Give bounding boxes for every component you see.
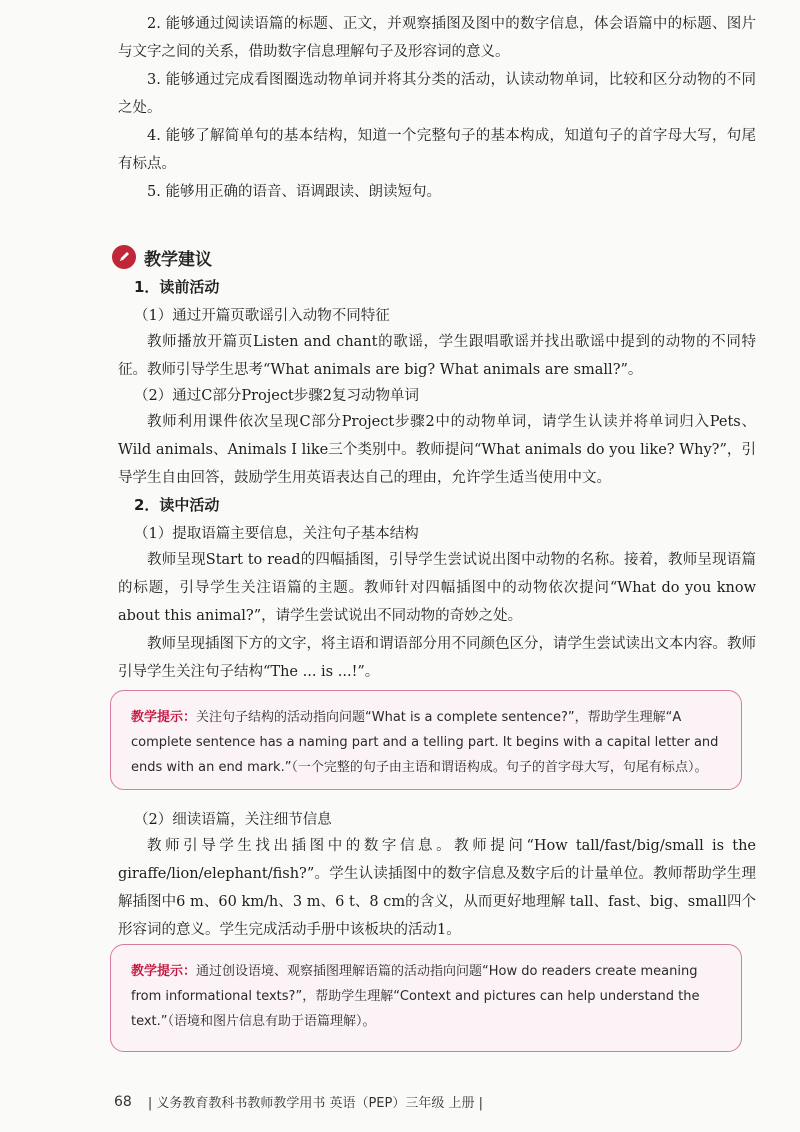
tip-label: 教学提示： (131, 964, 197, 979)
while-reading-sub1-text-a: 教师呈现Start to read的四幅插图，引导学生尝试说出图中动物的名称。接着，教师呈现语篇的标题，引导学生关注语篇的主题。教师针对四幅插图中的动物依次提问“What do you know about this animal?”，请学生尝试说出不同动物的奇妙之处。 (118, 552, 756, 624)
goal-4: 4. 能够了解简单句的基本结构，知道一个完整句子的基本构成，知道句子的首字母大写，句尾有标点。 (118, 128, 756, 172)
while-reading-heading: 2．读中活动 (134, 496, 220, 514)
goal-2: 2. 能够通过阅读语篇的标题、正文，并观察插图及图中的数字信息，体会语篇中的标题、图片与文字之间的关系，借助数字信息理解句子及形容词的意义。 (118, 16, 756, 60)
book-title: | 义务教育教科书教师教学用书 英语（PEP）三年级 上册 | (147, 1096, 484, 1111)
goal-3: 3. 能够通过完成看图圈选动物单词并将其分类的活动，认读动物单词，比较和区分动物的不同之处。 (118, 72, 756, 116)
pre-reading-heading: 1．读前活动 (134, 278, 220, 296)
teaching-tip-2 (110, 944, 742, 1052)
page-number: 68 (114, 1093, 132, 1110)
while-reading-sub1-text-b: 教师呈现插图下方的文字，将主语和谓语部分用不同颜色区分，请学生尝试读出文本内容。教师引导学生关注句子结构“The ... is ...!”。 (118, 636, 756, 680)
pre-reading-sub2: （2）通过C部分Project步骤2复习动物单词 (134, 388, 419, 404)
teaching-tip-1 (110, 690, 742, 790)
pen-icon (112, 245, 136, 269)
section-title: 教学建议 (144, 249, 212, 270)
pre-reading-sub1: （1）通过开篇页歌谣引入动物不同特征 (134, 308, 390, 324)
pre-reading-sub1-text: 教师播放开篇页Listen and chant的歌谣，学生跟唱歌谣并找出歌谣中提到的动物的不同特征。教师引导学生思考“What animals are big? What animals are small?”。 (118, 334, 756, 378)
tip-text: 关注句子结构的活动指向问题“What is a complete sentence?”，帮助学生理解“A complete sentence has a naming part and a telling part. It begins with a capital letter and ends with an end mark.”（一个完整的句子由主语和谓语构成。句子的首字母大写，句尾有标点）。 (131, 710, 719, 775)
while-reading-sub1: （1）提取语篇主要信息，关注句子基本结构 (134, 526, 419, 542)
pre-reading-sub2-text: 教师利用课件依次呈现C部分Project步骤2中的动物单词，请学生认读并将单词归入Pets、Wild animals、Animals I like三个类别中。教师提问“What animals do you like? Why?”，引导学生自由回答，鼓励学生用英语表达自己的理由，允许学生适当使用中文。 (118, 414, 756, 486)
while-reading-sub2-text: 教师引导学生找出插图中的数字信息。教师提问“How tall/fast/big/small is the giraffe/lion/elephant/fish?”。学生认读插图中的数字信息及数字后的计量单位。教师帮助学生理解插图中6 m、60 km/h、3 m、6 t、8 cm的含义，从而更好地理解 tall、fast、big、small四个形容词的意义。学生完成活动手册中该板块的活动1。 (118, 838, 756, 938)
tip-label: 教学提示： (131, 710, 197, 725)
goal-5: 5. 能够用正确的语音、语调跟读、朗读短句。 (147, 184, 441, 200)
while-reading-sub2: （2）细读语篇，关注细节信息 (134, 812, 332, 828)
page-footer (114, 1092, 483, 1111)
tip-text: 通过创设语境、观察插图理解语篇的活动指向问题“How do readers create meaning from informational texts?”，帮助学生理解“Context and pictures can help understand the text.”（语境和图片信息有助于语篇理解）。 (131, 964, 700, 1029)
section-header (112, 242, 212, 272)
